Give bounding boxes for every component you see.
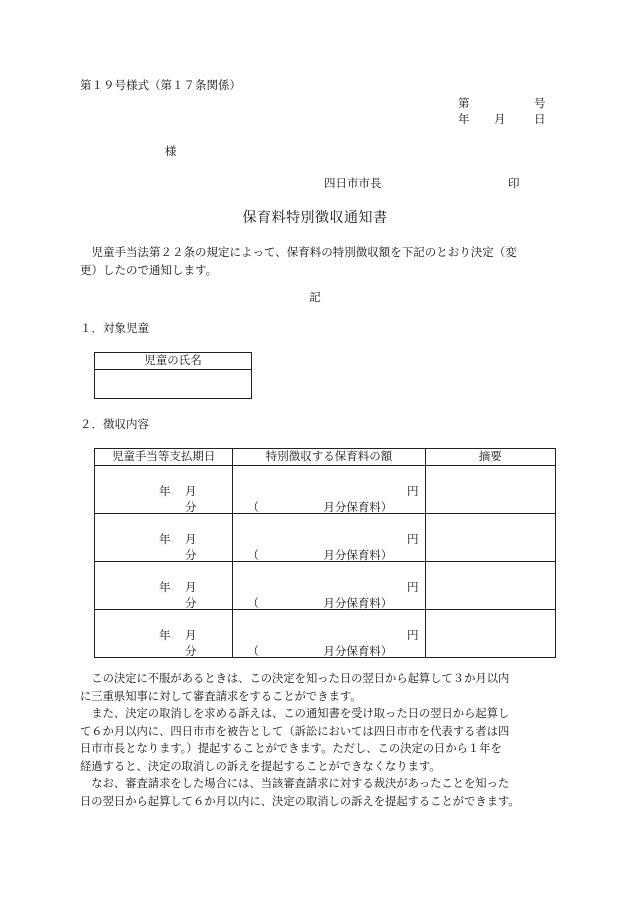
table-row <box>95 562 556 610</box>
fee-amount-cell <box>233 610 425 658</box>
payment-date-cell <box>95 514 233 562</box>
year-label: 年 <box>159 628 171 642</box>
month-fee-label: 月分保育料） <box>323 596 393 610</box>
payment-date-cell <box>95 562 233 610</box>
fee-amount-cell <box>233 562 425 610</box>
yen-label: 円 <box>407 580 419 594</box>
month-part-label: 月分 <box>185 484 197 514</box>
year-label: 年 <box>159 484 171 498</box>
month-part-label: 月分 <box>185 532 197 562</box>
child-name-header: 児童の氏名 <box>95 353 252 370</box>
table-row <box>95 610 556 658</box>
child-name-table <box>94 352 252 399</box>
document-title: 保育料特別徴収通知書 <box>242 210 388 226</box>
month-part-label: 月分 <box>185 628 197 658</box>
seal-mark: 印 <box>508 176 520 190</box>
remarks-cell <box>425 610 555 658</box>
yen-label: 円 <box>407 484 419 498</box>
remarks-cell <box>425 514 555 562</box>
payment-date-cell <box>95 466 233 514</box>
ki-marker: 記 <box>309 290 321 304</box>
notice-line: この決定に不服があるときは、この決定を知った日の翌日から起算して３か月以内 <box>80 672 510 685</box>
fee-amount-cell <box>233 466 425 514</box>
paren-open: （ <box>247 548 259 562</box>
yen-label: 円 <box>407 628 419 642</box>
month-fee-label: 月分保育料） <box>323 548 393 562</box>
intro-line: 更）したので通知します。 <box>80 263 218 277</box>
section-heading-collection-details: ２．徴収内容 <box>80 417 149 431</box>
notice-line: 日市市長となります。）提起することができます。ただし、この決定の日から１年を <box>80 742 502 755</box>
form-number: 第１９号様式（第１７条関係） <box>80 78 241 92</box>
payment-date-cell <box>95 610 233 658</box>
paren-open: （ <box>247 644 259 658</box>
table-row <box>95 514 556 562</box>
intro-line: 児童手当法第２２条の規定によって、保育料の特別徴収額を下記のとおり決定（変 <box>80 245 517 259</box>
year-label: 年 <box>159 580 171 594</box>
column-header-payment-date: 児童手当等支払期日 <box>95 449 233 466</box>
remarks-cell <box>425 466 555 514</box>
date-month: 月 <box>494 112 506 126</box>
paren-open: （ <box>247 500 259 514</box>
date-day: 日 <box>534 112 546 126</box>
column-header-remarks: 摘要 <box>425 449 555 466</box>
yen-label: 円 <box>407 532 419 546</box>
section-heading-target-child: １．対象児童 <box>80 321 149 335</box>
notice-line: また、決定の取消しを求める訴えは、この通知書を受け取った日の翌日から起算し <box>80 707 510 720</box>
collection-table <box>94 448 556 658</box>
notice-line: 経過すると、決定の取消しの訴えを提起することができなくなります。 <box>80 759 441 773</box>
notice-line: なお、審査請求をした場合には、当該審査請求に対する裁決があったことを知った <box>80 777 510 790</box>
paren-open: （ <box>247 596 259 610</box>
remarks-cell <box>425 562 555 610</box>
child-name-cell <box>95 370 252 399</box>
intro-paragraph <box>80 243 550 279</box>
appeal-notice <box>80 670 566 810</box>
table-row <box>95 466 556 514</box>
notice-line: に三重県知事に対して審査請求をすることができます。 <box>80 689 362 703</box>
year-label: 年 <box>159 532 171 546</box>
month-fee-label: 月分保育料） <box>323 500 393 514</box>
notice-line: て６か月以内に、四日市市を被告として（訴訟においては四日市市を代表する者は四 <box>80 724 510 738</box>
addressee-honorific: 様 <box>165 144 177 158</box>
column-header-fee-amount: 特別徴収する保育料の額 <box>233 449 425 466</box>
month-part-label: 月分 <box>185 580 197 610</box>
month-fee-label: 月分保育料） <box>323 644 393 658</box>
date-year: 年 <box>458 112 470 126</box>
fee-amount-cell <box>233 514 425 562</box>
issuer-name: 四日市市長 <box>324 176 382 190</box>
notice-line: 日の翌日から起算して６か月以内に、決定の取消しの訴えを提起することができます。 <box>80 794 520 808</box>
document-number-prefix: 第 <box>458 96 470 110</box>
document-number-suffix: 号 <box>534 96 546 110</box>
